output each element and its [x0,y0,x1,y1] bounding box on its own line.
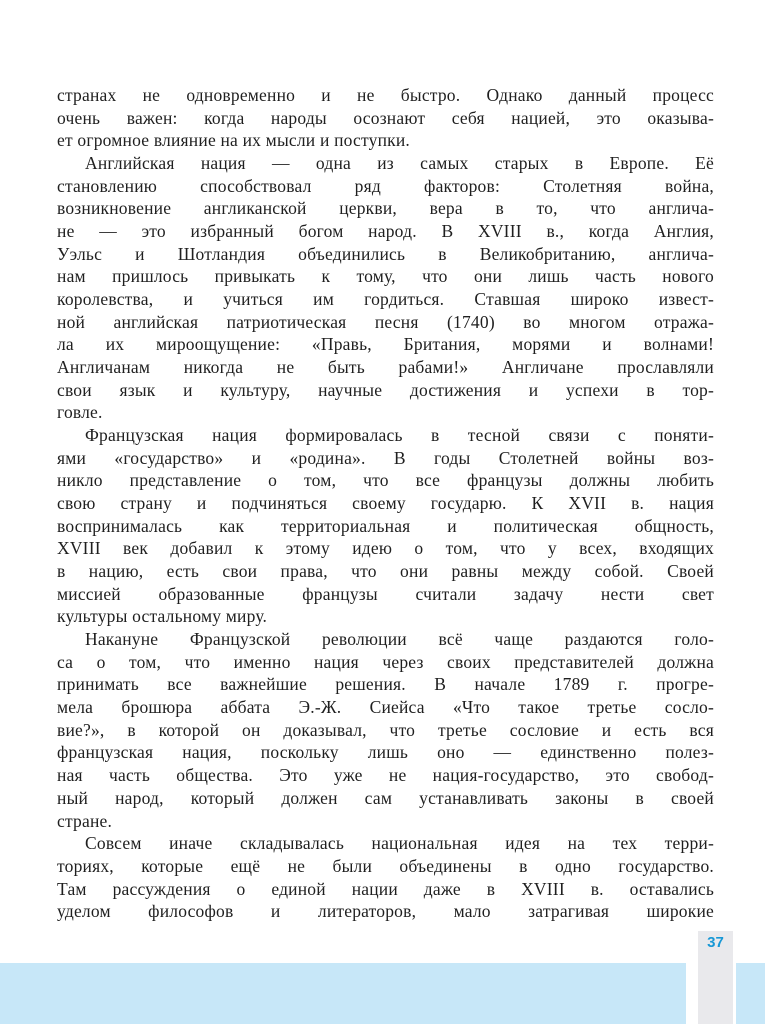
text-line: странах не одновременно и не быстро. Однако данный процесс [57,85,714,105]
paragraph [57,152,714,424]
text-line: мела брошюра аббата Э.-Ж. Сиейса «Что такое третье сосло- [57,697,714,718]
text-line: ет огромное влияние на их мысли и поступки. [57,130,410,151]
text-line: культуры остальному миру. [57,606,268,627]
page-number: 37 [707,934,724,951]
text-line: нам пришлось привыкать к тому, что они лишь часть нового [57,266,714,287]
text-line: очень важен: когда народы осознают себя нацией, это оказыва- [57,107,714,128]
body-text [57,84,714,923]
text-line: ла их мироощущение: «Правь, Британия, морями и волнами! [57,334,714,355]
text-line: французская нация, поскольку лишь оно — единственно полез- [57,742,714,763]
paragraph [57,832,714,923]
text-line: уделом философов и литераторов, мало затрагивая широкие [57,901,714,922]
text-line: ная часть общества. Это уже не нация-государство, это свобод- [57,765,714,786]
paragraph [57,84,714,152]
footer-band-right [736,963,765,1024]
footer-band-left [0,963,686,1024]
text-line: миссией образованные французы считали задачу нести свет [57,583,714,604]
text-line: стране. [57,810,113,831]
text-line: королевства, и учиться им гордиться. Ставшая широко извест- [57,289,714,310]
text-line: свою страну и подчиняться своему государю. К XVII в. нация [57,493,714,514]
text-line: Уэльс и Шотландия объединились в Великобританию, англича- [57,243,714,264]
text-line: воспринималась как территориальная и политическая общность, [57,515,714,536]
text-line: вие?», в которой он доказывал, что третье сословие и есть вся [57,719,714,740]
text-line: Совсем иначе складывалась национальная идея на тех терри- [85,833,714,854]
text-line: Англичанам никогда не быть рабами!» Англичане прославляли [57,357,714,378]
paragraph [57,628,714,832]
text-line: становлению способствовал ряд факторов: Столетняя война, [57,175,714,196]
text-line: ный народ, который должен сам устанавливать законы в своей [57,787,714,808]
text-line: ториях, которые ещё не были объединены в одно государство. [57,855,714,876]
text-line: не — это избранный богом народ. В XVIII в., когда Англия, [57,221,714,242]
page-number-tab [698,931,733,1024]
text-line: свои язык и культуру, научные достижения и успехи в тор- [57,379,714,400]
text-line: Французская нация формировалась в тесной связи с поняти- [85,425,714,446]
text-line: в нацию, есть свои права, что они равны между собой. Своей [57,561,714,582]
text-line: XVIII век добавил к этому идею о том, что у всех, входящих [57,538,714,559]
text-line: ями «государство» и «родина». В годы Столетней войны воз- [57,447,714,468]
text-line: говле. [57,402,103,423]
text-line: Английская нация — одна из самых старых в Европе. Её [85,153,714,174]
text-line: никло представление о том, что все французы должны любить [57,470,714,491]
text-line: Там рассуждения о единой нации даже в XVIII в. оставались [57,878,714,899]
text-line: Накануне Французской революции всё чаще раздаются голо- [85,629,714,650]
text-line: принимать все важнейшие решения. В начале 1789 г. прогре- [57,674,714,695]
text-line: возникновение англиканской церкви, вера в то, что англича- [57,198,714,219]
paragraph [57,424,714,628]
text-line: ной английская патриотическая песня (1740) во многом отража- [57,311,714,332]
text-line: са о том, что именно нация через своих представителей должна [57,651,714,672]
